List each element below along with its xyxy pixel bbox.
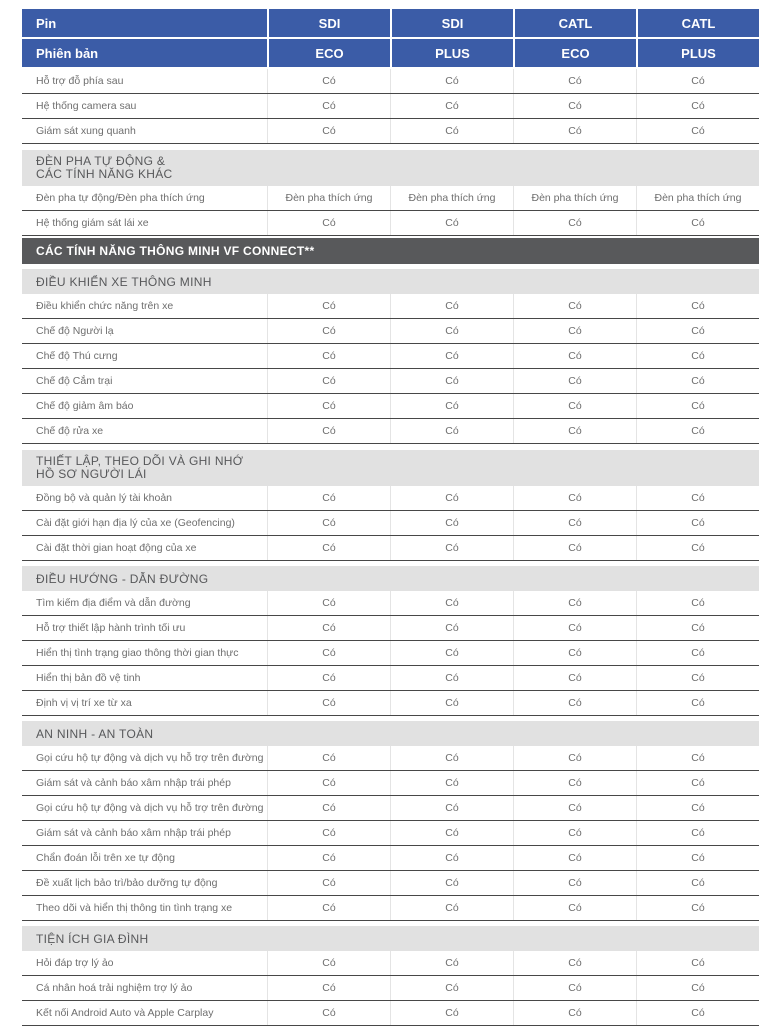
spec-comparison-page — [0, 9, 778, 1019]
feature-value: Có — [513, 951, 636, 975]
table-header-row — [22, 39, 759, 67]
feature-label: Chế độ Thú cưng — [36, 350, 118, 362]
feature-value: Có — [390, 394, 513, 418]
feature-label: Điều khiển chức năng trên xe — [36, 300, 174, 312]
feature-row — [22, 344, 759, 369]
feature-row — [22, 319, 759, 344]
feature-value: Có — [267, 211, 390, 235]
feature-value: Có — [390, 344, 513, 368]
section-header — [22, 450, 759, 486]
feature-value: Có — [636, 691, 759, 715]
feature-value: Có — [513, 896, 636, 920]
feature-value: Có — [390, 666, 513, 690]
feature-value: Có — [636, 119, 759, 143]
feature-value: Có — [513, 1001, 636, 1025]
feature-label: Hỏi đáp trợ lý ảo — [36, 957, 114, 969]
feature-value: Có — [267, 94, 390, 118]
feature-value: Có — [390, 511, 513, 535]
feature-label: Cá nhân hoá trải nghiệm trợ lý ảo — [36, 982, 193, 994]
feature-label: Chẩn đoán lỗi trên xe tự động — [36, 852, 175, 864]
feature-row — [22, 666, 759, 691]
feature-value: Có — [267, 119, 390, 143]
feature-label: Kết nối Android Auto và Apple Carplay — [36, 1007, 214, 1019]
feature-label: Cài đặt thời gian hoạt động của xe — [36, 542, 197, 554]
feature-value: Có — [636, 666, 759, 690]
feature-value: Có — [267, 511, 390, 535]
feature-label: Chế độ rửa xe — [36, 425, 104, 437]
feature-row — [22, 1001, 759, 1026]
feature-value: Có — [267, 666, 390, 690]
feature-row — [22, 616, 759, 641]
feature-value: Có — [390, 319, 513, 343]
section-header — [22, 926, 759, 951]
feature-value: Có — [390, 771, 513, 795]
feature-value: Có — [390, 616, 513, 640]
feature-value: Có — [390, 369, 513, 393]
header-column-value: ECO — [513, 39, 636, 67]
feature-value: Có — [513, 871, 636, 895]
feature-value: Có — [390, 94, 513, 118]
section-header-line: HỒ SƠ NGƯỜI LÁI — [36, 467, 147, 481]
feature-value: Có — [390, 1001, 513, 1025]
feature-value: Có — [636, 511, 759, 535]
feature-row — [22, 691, 759, 716]
feature-value: Có — [390, 821, 513, 845]
feature-value: Có — [636, 951, 759, 975]
feature-value: Có — [267, 294, 390, 318]
feature-value: Có — [267, 951, 390, 975]
feature-label: Cài đặt giới hạn địa lý của xe (Geofencing) — [36, 517, 235, 529]
feature-value: Có — [390, 591, 513, 615]
feature-value: Có — [390, 691, 513, 715]
feature-value: Có — [513, 846, 636, 870]
feature-value: Có — [513, 119, 636, 143]
feature-row — [22, 746, 759, 771]
feature-label: Giám sát và cảnh báo xâm nhập trái phép — [36, 777, 231, 789]
feature-value: Có — [513, 419, 636, 443]
feature-value: Có — [636, 319, 759, 343]
feature-label: Đồng bộ và quản lý tài khoản — [36, 492, 173, 504]
feature-value: Đèn pha thích ứng — [390, 186, 513, 210]
feature-value: Có — [390, 119, 513, 143]
feature-value: Có — [513, 591, 636, 615]
feature-row — [22, 119, 759, 144]
feature-value: Có — [390, 641, 513, 665]
feature-label: Theo dõi và hiển thị thông tin tình trạng xe — [36, 902, 233, 914]
feature-value: Có — [513, 771, 636, 795]
feature-value: Có — [513, 536, 636, 560]
feature-value: Có — [513, 294, 636, 318]
feature-value: Có — [267, 846, 390, 870]
feature-value: Có — [267, 976, 390, 1000]
feature-value: Có — [267, 419, 390, 443]
feature-value: Có — [513, 94, 636, 118]
feature-label: Hỗ trợ đỗ phía sau — [36, 75, 124, 87]
feature-label: Gọi cứu hộ tự động và dịch vụ hỗ trợ trên đường — [36, 802, 264, 814]
feature-value: Có — [513, 69, 636, 93]
feature-value: Có — [513, 691, 636, 715]
feature-value: Có — [390, 536, 513, 560]
feature-value: Có — [636, 394, 759, 418]
table-header-row — [22, 9, 759, 37]
feature-value: Có — [390, 211, 513, 235]
header-column-value: SDI — [267, 9, 390, 37]
feature-value: Có — [267, 536, 390, 560]
feature-value: Có — [267, 871, 390, 895]
feature-row — [22, 641, 759, 666]
feature-label: Hệ thống giám sát lái xe — [36, 217, 149, 229]
feature-value: Có — [390, 846, 513, 870]
feature-value: Có — [267, 1001, 390, 1025]
feature-value: Có — [267, 616, 390, 640]
feature-value: Có — [390, 951, 513, 975]
feature-value: Có — [636, 821, 759, 845]
feature-value: Có — [636, 419, 759, 443]
feature-row — [22, 69, 759, 94]
section-header-line: ĐIỀU KHIỂN XE THÔNG MINH — [36, 274, 212, 289]
feature-value: Có — [513, 344, 636, 368]
feature-value: Đèn pha thích ứng — [636, 186, 759, 210]
feature-label: Hỗ trợ thiết lập hành trình tối ưu — [36, 622, 186, 634]
feature-value: Có — [636, 486, 759, 510]
section-header-line: ĐÈN PHA TỰ ĐỘNG & — [36, 153, 166, 168]
section-header-line: TIỆN ÍCH GIA ĐÌNH — [36, 931, 149, 946]
feature-label: Tìm kiếm địa điểm và dẫn đường — [36, 597, 191, 609]
feature-value: Có — [390, 871, 513, 895]
feature-value: Có — [513, 746, 636, 770]
feature-row — [22, 591, 759, 616]
feature-value: Có — [513, 394, 636, 418]
feature-value: Có — [513, 211, 636, 235]
spec-comparison-table — [22, 9, 759, 1026]
feature-label: Chế độ Cắm trại — [36, 375, 113, 387]
feature-row — [22, 951, 759, 976]
header-column-value: PLUS — [636, 39, 759, 67]
feature-value: Có — [513, 616, 636, 640]
feature-value: Có — [636, 1001, 759, 1025]
feature-row — [22, 394, 759, 419]
section-header-line: THIẾT LẬP, THEO DÕI VÀ GHI NHỚ — [36, 453, 244, 468]
feature-value: Có — [636, 616, 759, 640]
feature-value: Có — [636, 94, 759, 118]
feature-value: Có — [267, 591, 390, 615]
feature-value: Có — [390, 896, 513, 920]
feature-row — [22, 94, 759, 119]
header-row-label: Phiên bản — [36, 45, 99, 61]
feature-row — [22, 796, 759, 821]
feature-value: Có — [267, 69, 390, 93]
feature-row — [22, 486, 759, 511]
feature-value: Có — [267, 394, 390, 418]
feature-value: Có — [390, 419, 513, 443]
feature-row — [22, 846, 759, 871]
feature-value: Có — [513, 486, 636, 510]
feature-label: Định vị vị trí xe từ xa — [36, 697, 132, 709]
feature-value: Có — [390, 69, 513, 93]
feature-label: Hiển thị tình trạng giao thông thời gian thực — [36, 647, 239, 659]
feature-row — [22, 771, 759, 796]
feature-value: Có — [513, 641, 636, 665]
feature-value: Có — [513, 796, 636, 820]
feature-value: Có — [636, 796, 759, 820]
feature-value: Có — [267, 821, 390, 845]
section-header-line: ĐIỀU HƯỚNG - DẪN ĐƯỜNG — [36, 571, 209, 586]
feature-value: Có — [390, 746, 513, 770]
feature-value: Có — [636, 896, 759, 920]
feature-value: Đèn pha thích ứng — [267, 186, 390, 210]
feature-value: Có — [267, 896, 390, 920]
feature-value: Có — [267, 369, 390, 393]
header-column-value: PLUS — [390, 39, 513, 67]
feature-value: Có — [267, 319, 390, 343]
feature-label: Hiển thị bản đồ vệ tinh — [36, 672, 141, 684]
feature-value: Có — [513, 369, 636, 393]
section-header-line: CÁC TÍNH NĂNG KHÁC — [36, 167, 173, 181]
feature-label: Chế độ Người lạ — [36, 325, 114, 337]
feature-row — [22, 821, 759, 846]
feature-row — [22, 369, 759, 394]
feature-value: Có — [636, 69, 759, 93]
feature-value: Có — [636, 211, 759, 235]
feature-row — [22, 871, 759, 896]
feature-row — [22, 211, 759, 236]
feature-value: Có — [267, 486, 390, 510]
section-header — [22, 150, 759, 186]
feature-value: Có — [267, 796, 390, 820]
feature-label: Hệ thống camera sau — [36, 100, 137, 112]
feature-label: Gọi cứu hộ tự động và dịch vụ hỗ trợ trên đường — [36, 752, 264, 764]
feature-label: Đề xuất lịch bảo trì/bảo dưỡng tự động — [36, 877, 218, 889]
feature-value: Có — [513, 666, 636, 690]
group-banner-line: CÁC TÍNH NĂNG THÔNG MINH VF CONNECT** — [36, 244, 315, 258]
feature-value: Có — [390, 294, 513, 318]
feature-value: Có — [636, 591, 759, 615]
feature-label: Giám sát và cảnh báo xâm nhập trái phép — [36, 827, 231, 839]
feature-value: Có — [513, 319, 636, 343]
feature-label: Đèn pha tự động/Đèn pha thích ứng — [36, 192, 205, 204]
feature-value: Có — [267, 771, 390, 795]
section-header — [22, 566, 759, 591]
feature-row — [22, 976, 759, 1001]
feature-value: Có — [636, 536, 759, 560]
header-column-value: CATL — [513, 9, 636, 37]
feature-value: Có — [390, 976, 513, 1000]
header-row-label: Pin — [36, 15, 57, 31]
feature-label: Chế độ giảm âm báo — [36, 400, 134, 412]
feature-value: Có — [513, 976, 636, 1000]
feature-value: Có — [636, 771, 759, 795]
feature-row — [22, 186, 759, 211]
feature-value: Có — [390, 486, 513, 510]
feature-value: Có — [513, 511, 636, 535]
header-column-value: ECO — [267, 39, 390, 67]
feature-label: Giám sát xung quanh — [36, 125, 136, 137]
group-banner — [22, 238, 759, 264]
feature-value: Có — [636, 641, 759, 665]
feature-value: Có — [636, 369, 759, 393]
feature-value: Có — [267, 691, 390, 715]
feature-value: Có — [390, 796, 513, 820]
feature-value: Có — [636, 976, 759, 1000]
feature-row — [22, 511, 759, 536]
feature-value: Có — [267, 746, 390, 770]
feature-value: Có — [267, 344, 390, 368]
feature-value: Có — [636, 871, 759, 895]
feature-row — [22, 896, 759, 921]
feature-value: Có — [636, 344, 759, 368]
feature-row — [22, 419, 759, 444]
section-header — [22, 721, 759, 746]
feature-value: Có — [513, 821, 636, 845]
feature-row — [22, 294, 759, 319]
header-column-value: CATL — [636, 9, 759, 37]
section-header-line: AN NINH - AN TOÀN — [36, 726, 154, 741]
header-column-value: SDI — [390, 9, 513, 37]
feature-row — [22, 536, 759, 561]
feature-value: Có — [636, 846, 759, 870]
feature-value: Có — [636, 294, 759, 318]
feature-value: Có — [267, 641, 390, 665]
feature-value: Đèn pha thích ứng — [513, 186, 636, 210]
feature-value: Có — [636, 746, 759, 770]
section-header — [22, 269, 759, 294]
